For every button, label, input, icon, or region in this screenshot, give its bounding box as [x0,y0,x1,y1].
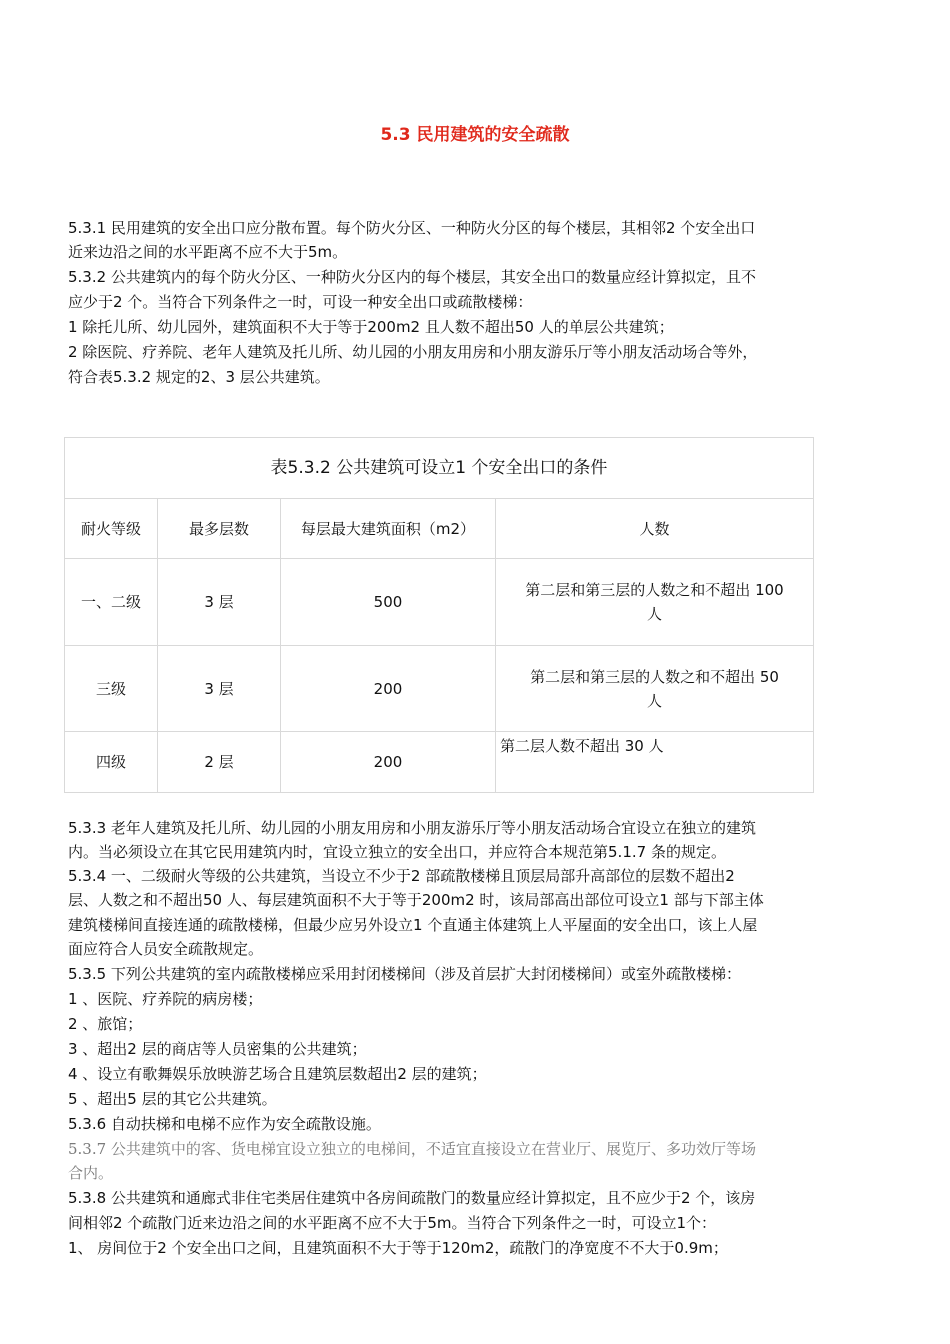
paragraph-line: 5.3.2 公共建筑内的每个防火分区、一种防火分区内的每个楼层，其安全出口的数量应经计算拟定，且不 [68,268,756,286]
cell-occupants: 第二层人数不超出 30 人 [496,732,814,793]
paragraph-line: 5.3.3 老年人建筑及托儿所、幼儿园的小朋友用房和小朋友游乐厅等小朋友活动场合宜设立在独立的建筑 [68,819,756,837]
cell-occupants-line2: 人 [646,605,662,623]
paragraph-line: 层、人数之和不超出50 人、每层建筑面积不大于等于200m2 时，该局部高出部位可设立1 部与下部主体 [68,891,764,909]
paragraph-line: 5.3.1 民用建筑的安全出口应分散布置。每个防火分区、一种防火分区的每个楼层，其相邻2 个安全出口 [68,219,756,237]
cell-occupants [496,646,814,732]
header-fire-rating: 耐火等级 [65,499,158,559]
list-item: 2 、旅馆； [68,1015,143,1033]
cell-fire-rating: 一、二级 [65,559,158,646]
paragraph-line: 间相邻2 个疏散门近来边沿之间的水平距离不应不大于5m。当符合下列条件之一时，可设立1个： [68,1214,717,1232]
cell-occupants [496,559,814,646]
paragraph-line: 5.3.7 公共建筑中的客、货电梯宜设立独立的电梯间，不适宜直接设立在营业厅、展览厅、多功效厅等场 [68,1140,756,1158]
paragraph-line: 建筑楼梯间直接连通的疏散楼梯，但最少应另外设立1 个直通主体建筑上人平屋面的安全出口，该上人屋 [68,916,758,934]
cell-max-floors: 3 层 [158,646,281,732]
cell-occupants-line1: 第二层和第三层的人数之和不超出 100 [525,581,784,599]
list-item: 4 、设立有歌舞娱乐放映游艺场合且建筑层数超出2 层的建筑； [68,1065,487,1083]
paragraph-line: 符合表5.3.2 规定的2、3 层公共建筑。 [68,368,330,386]
list-item: 5 、超出5 层的其它公共建筑。 [68,1090,277,1108]
paragraph-line: 2 除医院、疗养院、老年人建筑及托儿所、幼儿园的小朋友用房和小朋友游乐厅等小朋友活动场合等外， [68,343,758,361]
paragraph-line: 应少于2 个。当符合下列条件之一时，可设一种安全出口或疏散楼梯： [68,293,533,311]
header-occupants: 人数 [496,499,814,559]
paragraph-line: 5.3.6 自动扶梯和电梯不应作为安全疏散设施。 [68,1115,381,1133]
list-item: 1、 房间位于2 个安全出口之间，且建筑面积不大于等于120m2，疏散门的净宽度不不大于0.9m； [68,1239,728,1257]
table-caption: 表5.3.2 公共建筑可设立1 个安全出口的条件 [65,438,814,499]
cell-max-area: 200 [281,646,496,732]
header-max-floors: 最多层数 [158,499,281,559]
paragraph-line: 面应符合人员安全疏散规定。 [68,940,264,958]
paragraph-line: 5.3.5 下列公共建筑的室内疏散楼梯应采用封闭楼梯间（涉及首层扩大封闭楼梯间）或室外疏散楼梯： [68,965,741,983]
cell-max-area: 500 [281,559,496,646]
conditions-table [64,437,814,793]
paragraph-line: 1 除托儿所、幼儿园外，建筑面积不大于等于200m2 且人数不超出50 人的单层公共建筑； [68,318,674,336]
paragraph-line: 内。当必须设立在其它民用建筑内时，宜设立独立的安全出口，并应符合本规范第5.1.7 条的规定。 [68,843,726,861]
table-row [65,646,814,732]
table-header-row [65,499,814,559]
cell-occupants-line1: 第二层和第三层的人数之和不超出 50 [530,667,779,686]
header-max-area: 每层最大建筑面积（m2） [281,499,496,559]
table-row [65,559,814,646]
paragraph-line: 近来边沿之间的水平距离不应不大于5m。 [68,243,348,261]
cell-max-floors: 3 层 [158,559,281,646]
list-item: 3 、超出2 层的商店等人员密集的公共建筑； [68,1040,367,1058]
cell-occupants-line2: 人 [646,691,662,710]
table-row [65,732,814,793]
cell-max-floors: 2 层 [158,732,281,793]
paragraph-line: 合内。 [68,1164,114,1182]
paragraph-line: 5.3.8 公共建筑和通廊式非住宅类居住建筑中各房间疏散门的数量应经计算拟定，且不应少于2 个，该房 [68,1189,756,1207]
cell-fire-rating: 三级 [65,646,158,732]
cell-max-area: 200 [281,732,496,793]
paragraph-line: 5.3.4 一、二级耐火等级的公共建筑，当设立不少于2 部疏散楼梯且顶层局部升高部位的层数不超出2 [68,867,735,885]
cell-fire-rating: 四级 [65,732,158,793]
section-heading: 5.3 民用建筑的安全疏散 [380,125,570,145]
list-item: 1 、医院、疗养院的病房楼； [68,990,263,1008]
